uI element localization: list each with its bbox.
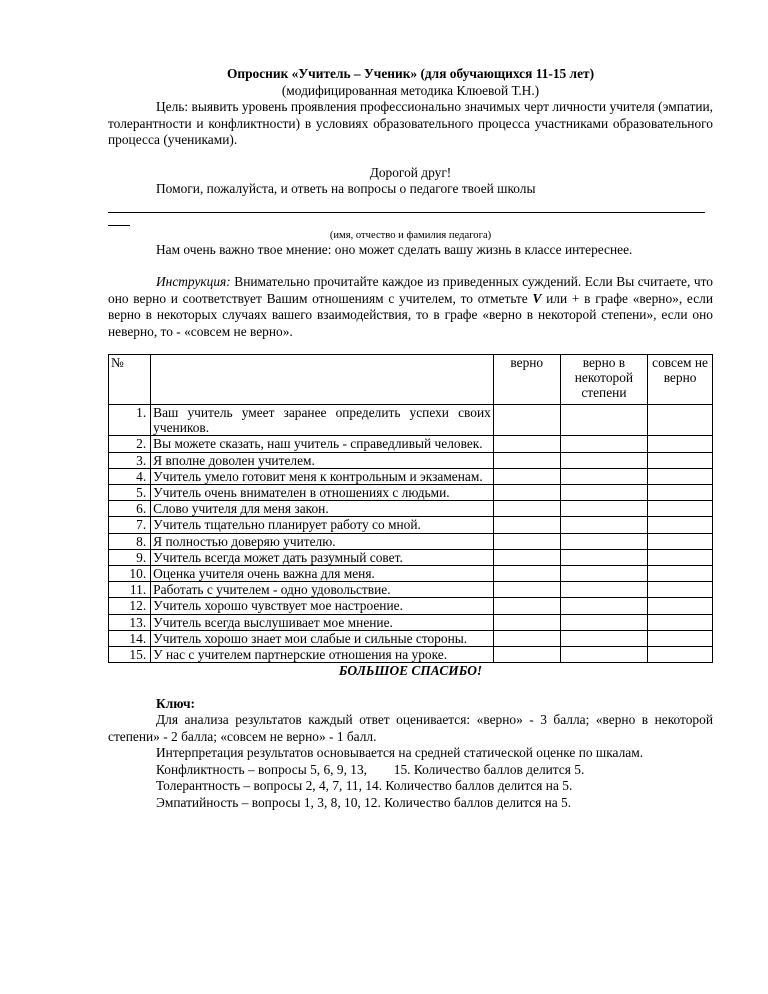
row-statement: Учитель очень внимателен в отношениях с людьми. — [151, 485, 494, 501]
row-number: 14. — [109, 630, 151, 646]
teacher-name-line-continuation — [108, 213, 130, 226]
row-statement: Вы можете сказать, наш учитель - справедливый человек. — [151, 436, 494, 452]
row-statement: Учитель хорошо знает мои слабые и сильные стороны. — [151, 630, 494, 646]
row-statement: Учитель всегда может дать разумный совет. — [151, 549, 494, 565]
table-row — [109, 549, 713, 565]
table-row — [109, 533, 713, 549]
answer-partly-true-cell[interactable] — [560, 614, 647, 630]
row-number: 2. — [109, 436, 151, 452]
answer-partly-true-cell[interactable] — [560, 485, 647, 501]
answer-not-true-cell[interactable] — [648, 501, 713, 517]
row-number: 10. — [109, 566, 151, 582]
document-subtitle: (модифицированная методика Клюевой Т.Н.) — [281, 82, 540, 98]
answer-not-true-cell[interactable] — [648, 647, 713, 663]
request-text: Помоги, пожалуйста, и ответь на вопросы о педагоге твоей школы — [156, 181, 536, 196]
table-header-row — [109, 355, 713, 405]
answer-not-true-cell[interactable] — [648, 598, 713, 614]
key-empathy: Эмпатийность – вопросы 1, 3, 8, 10, 12. Количество баллов делится на 5. — [156, 794, 572, 810]
row-statement: Я вполне доволен учителем. — [151, 452, 494, 468]
answer-not-true-cell[interactable] — [648, 533, 713, 549]
answer-true-cell[interactable] — [493, 630, 560, 646]
row-number: 3. — [109, 452, 151, 468]
questionnaire-table — [108, 354, 713, 663]
answer-partly-true-cell[interactable] — [560, 436, 647, 452]
document-title: Опросник «Учитель – Ученик» (для обучающихся 11-15 лет) — [226, 66, 595, 81]
answer-not-true-cell[interactable] — [648, 405, 713, 436]
teacher-name-line[interactable] — [108, 198, 705, 213]
row-number: 4. — [109, 468, 151, 484]
header-number: № — [109, 355, 151, 405]
header-true: верно — [493, 355, 560, 405]
answer-true-cell[interactable] — [493, 533, 560, 549]
table-row — [109, 582, 713, 598]
answer-partly-true-cell[interactable] — [560, 501, 647, 517]
table-row — [109, 468, 713, 484]
answer-not-true-cell[interactable] — [648, 452, 713, 468]
thanks-text: БОЛЬШОЕ СПАСИБО! — [338, 663, 483, 679]
table-row — [109, 630, 713, 646]
instruction-label: Инструкция: — [156, 274, 231, 289]
row-number: 7. — [109, 517, 151, 533]
row-number: 12. — [109, 598, 151, 614]
row-statement: Учитель умело готовит меня к контрольным и экзаменам. — [151, 468, 494, 484]
answer-true-cell[interactable] — [493, 582, 560, 598]
instruction-text-2: или + в графе «верно», если верно в некоторых случаях вашего взаимодействия, то в графе «верно в некоторой степени», если оно неверно, то - «совсем не верно». — [108, 290, 714, 339]
answer-partly-true-cell[interactable] — [560, 405, 647, 436]
answer-true-cell[interactable] — [493, 549, 560, 565]
row-statement: Слово учителя для меня закон. — [151, 501, 494, 517]
answer-partly-true-cell[interactable] — [560, 630, 647, 646]
header-statement — [151, 355, 494, 405]
table-row — [109, 598, 713, 614]
answer-true-cell[interactable] — [493, 598, 560, 614]
answer-partly-true-cell[interactable] — [560, 549, 647, 565]
answer-not-true-cell[interactable] — [648, 614, 713, 630]
header-partly-true: верно в некоторой степени — [560, 355, 647, 405]
row-statement: Учитель всегда выслушивает мое мнение. — [151, 614, 494, 630]
teacher-name-caption: (имя, отчество и фамилия педагога) — [329, 229, 492, 241]
row-number: 5. — [109, 485, 151, 501]
key-conflict: Конфликтность – вопросы 5, 6, 9, 13, 15. Количество баллов делится 5. — [156, 761, 585, 777]
table-row — [109, 614, 713, 630]
key-heading: Ключ: — [156, 695, 195, 711]
answer-partly-true-cell[interactable] — [560, 533, 647, 549]
row-statement: Я полностью доверяю учителю. — [151, 533, 494, 549]
table-row — [109, 436, 713, 452]
instruction-text-1: Внимательно прочитайте каждое из приведенных суждений. Если Вы считаете, что оно верно и соответствует Вашим отношениям с учителем, то отметьте — [108, 274, 713, 306]
instruction-paragraph — [108, 274, 713, 340]
answer-not-true-cell[interactable] — [648, 549, 713, 565]
row-statement: Учитель хорошо чувствует мое настроение. — [151, 598, 494, 614]
table-row — [109, 647, 713, 663]
answer-true-cell[interactable] — [493, 517, 560, 533]
answer-not-true-cell[interactable] — [648, 517, 713, 533]
key-interpretation: Интерпретация результатов основывается на средней статической оценке по шкалам. — [156, 745, 644, 761]
row-number: 8. — [109, 533, 151, 549]
answer-partly-true-cell[interactable] — [560, 517, 647, 533]
salutation: Дорогой друг! — [369, 164, 452, 180]
answer-true-cell[interactable] — [493, 501, 560, 517]
answer-not-true-cell[interactable] — [648, 630, 713, 646]
row-statement: Работать с учителем - одно удовольствие. — [151, 582, 494, 598]
row-statement: Ваш учитель умеет заранее определить успехи своих учеников. — [151, 405, 494, 436]
answer-true-cell[interactable] — [493, 566, 560, 582]
goal-paragraph: Цель: выявить уровень проявления профессионально значимых черт личности учителя (эмпатии, толерантности и конфликтности) в условиях образовательного процесса участниками образовательного процесса (учениками). — [108, 99, 713, 147]
answer-partly-true-cell[interactable] — [560, 468, 647, 484]
row-statement: Оценка учителя очень важна для меня. — [151, 566, 494, 582]
answer-not-true-cell[interactable] — [648, 582, 713, 598]
answer-partly-true-cell[interactable] — [560, 598, 647, 614]
row-statement: У нас с учителем партнерские отношения на уроке. — [151, 647, 494, 663]
mark-v: V — [532, 290, 542, 306]
answer-partly-true-cell[interactable] — [560, 647, 647, 663]
answer-true-cell[interactable] — [493, 452, 560, 468]
answer-not-true-cell[interactable] — [648, 436, 713, 452]
answer-partly-true-cell[interactable] — [560, 452, 647, 468]
row-statement: Учитель тщательно планирует работу со мной. — [151, 517, 494, 533]
table-row — [109, 405, 713, 436]
row-number: 15. — [109, 647, 151, 663]
answer-not-true-cell[interactable] — [648, 566, 713, 582]
row-number: 9. — [109, 549, 151, 565]
answer-true-cell[interactable] — [493, 614, 560, 630]
answer-true-cell[interactable] — [493, 485, 560, 501]
answer-partly-true-cell[interactable] — [560, 566, 647, 582]
answer-true-cell[interactable] — [493, 647, 560, 663]
key-scoring: Для анализа результатов каждый ответ оценивается: «верно» - 3 балла; «верно в некоторой степени» - 2 балла; «совсем не верно» - 1 балл. — [108, 712, 713, 744]
table-row — [109, 566, 713, 582]
answer-true-cell[interactable] — [493, 468, 560, 484]
header-not-true: совсем не верно — [648, 355, 713, 405]
row-number: 6. — [109, 501, 151, 517]
table-row — [109, 517, 713, 533]
answer-not-true-cell[interactable] — [648, 468, 713, 484]
row-number: 13. — [109, 614, 151, 630]
row-number: 1. — [109, 405, 151, 436]
answer-not-true-cell[interactable] — [648, 485, 713, 501]
document-page — [108, 66, 713, 811]
table-row — [109, 452, 713, 468]
row-number: 11. — [109, 582, 151, 598]
answer-partly-true-cell[interactable] — [560, 582, 647, 598]
key-tolerance: Толерантность – вопросы 2, 4, 7, 11, 14. Количество баллов делится на 5. — [156, 778, 573, 794]
table-row — [109, 485, 713, 501]
answer-true-cell[interactable] — [493, 436, 560, 452]
answer-true-cell[interactable] — [493, 405, 560, 436]
importance-text: Нам очень важно твое мнение: оно может сделать вашу жизнь в классе интереснее. — [156, 241, 633, 257]
table-row — [109, 501, 713, 517]
